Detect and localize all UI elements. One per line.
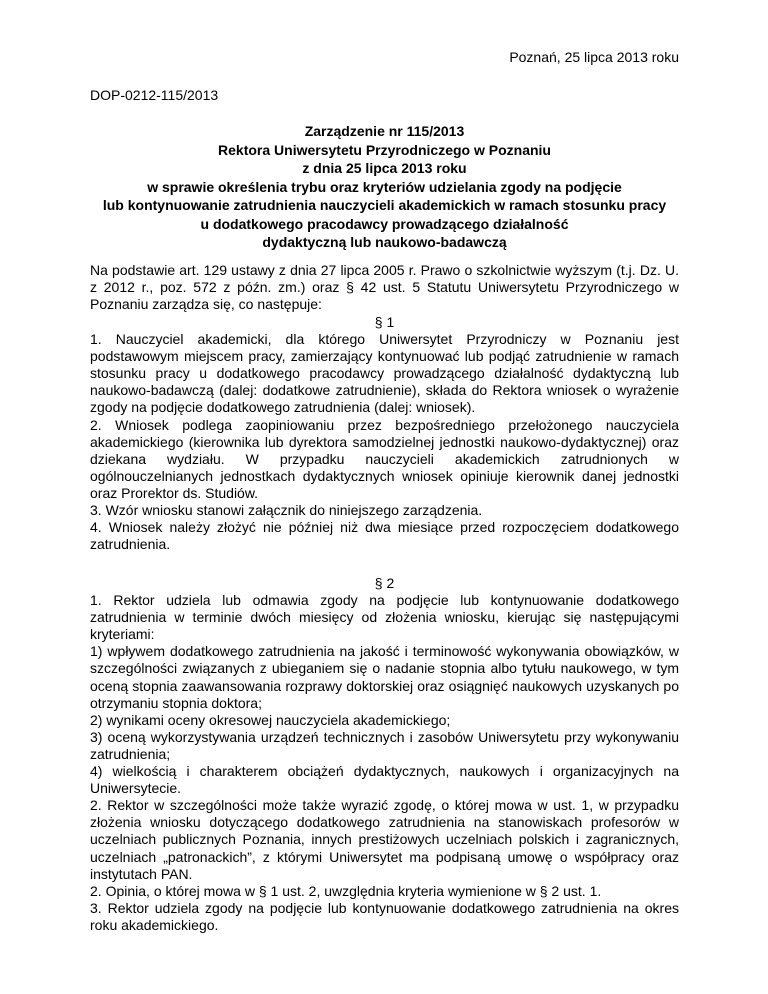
document-title (80, 122, 689, 252)
title-line: Zarządzenie nr 115/2013 (304, 123, 465, 139)
title-line: z dnia 25 lipca 2013 roku (302, 160, 467, 176)
document-reference-number: DOP-0212-115/2013 (90, 87, 219, 103)
paragraph: 1. Nauczyciel akademicki, dla którego Uniwersytet Przyrodniczy w Poznaniu jest podstawowym miejscem pracy, zamierzający kontynuować lub podjąć zatrudnienie w ramach stosunku pracy u dodatkowego pracodawcy prowadzącego działalność dydaktyczną lub naukowo-badawczą (dalej: dodatkowe zatrudnienie), składa do Rektora wniosek o wyrażenie zgody na podjęcie dodatkowego zatrudnienia (dalej: wniosek). (90, 331, 679, 416)
paragraph: 2. Wniosek podlega zaopiniowaniu przez bezpośredniego przełożonego nauczyciela akademickiego (kierownika lub dyrektora samodzielnej jednostki naukowo-dydaktycznej) oraz dziekana wydziału. W przypadku nauczycieli akademickich zatrudnionych w ogólnouczelnianych jednostkach dydaktycznych wniosek opiniuje kierownik danej jednostki oraz Prorektor ds. Studiów. (90, 416, 679, 501)
paragraph: 2. Rektor w szczególności może także wyrazić zgodę, o której mowa w ust. 1, w przypadku złożenia wniosku dotyczącego dodatkowego zatrudnienia na stanowiskach profesorów w uczelniach publicznych Poznania, innych prestiżowych uczelniach polskich i zagranicznych, uczelniach „patronackich”, z którymi Uniwersytet ma podpisaną umowę o współpracy oraz instytutach PAN. (90, 797, 679, 882)
title-line: w sprawie określenia trybu oraz kryteriów udzielania zgody na podjęcie (147, 178, 622, 195)
paragraph: 4. Wniosek należy złożyć nie później niż dwa miesiące przed rozpoczęciem dodatkowego zatrudnienia. (90, 519, 679, 553)
title-line: dydaktyczną lub naukowo-badawczą (262, 234, 507, 250)
section-1 (90, 314, 679, 553)
title-line: lub kontynuowanie zatrudnienia nauczycieli akademickich w ramach stosunku pracy (102, 197, 667, 213)
list-item: 4) wielkością i charakterem obciążeń dydaktycznych, naukowych i organizacyjnych na Uniwersytecie. (90, 763, 679, 797)
section-2 (90, 575, 679, 934)
paragraph: 3. Rektor udziela zgody na podjęcie lub kontynuowanie dodatkowego zatrudnienia na okres roku akademickiego. (90, 899, 679, 933)
paragraph: 3. Wzór wniosku stanowi załącznik do niniejszego zarządzenia. (90, 502, 483, 519)
section-heading: § 2 (374, 575, 395, 591)
list-item: 2) wynikami oceny okresowej nauczyciela akademickiego; (90, 711, 451, 728)
list-item: 1) wpływem dodatkowego zatrudnienia na jakość i terminowość wykonywania obowiązków, w szczególności związanych z ubieganiem się o nadanie stopnia albo tytułu naukowego, w tym oceną stopnia zaawansowania rozprawy doktorskiej oraz osiągnięć naukowych uzyskanych po otrzymaniu stopnia doktora; (90, 643, 679, 711)
list-item: 3) oceną wykorzystywania urządzeń technicznych i zasobów Uniwersytetu przy wykonywaniu zatrudnienia; (90, 728, 679, 762)
title-line: Rektora Uniwersytetu Przyrodniczego w Poznaniu (218, 141, 551, 158)
title-line: u dodatkowego pracodawcy prowadzącego działalność (200, 215, 569, 232)
paragraph: 2. Opinia, o której mowa w § 1 ust. 2, uwzględnia kryteria wymienione w § 2 ust. 1. (90, 882, 602, 899)
paragraph: 1. Rektor udziela lub odmawia zgody na podjęcie lub kontynuowanie dodatkowego zatrudnienia w terminie dwóch miesięcy od złożenia wniosku, kierując się następującymi kryteriami: (90, 592, 679, 643)
intro-paragraph: Na podstawie art. 129 ustawy z dnia 27 lipca 2005 r. Prawo o szkolnictwie wyższym (t.j. Dz. U. z 2012 r., poz. 572 z późn. zm.) oraz § 42 ust. 5 Statutu Uniwersytetu Przyrodniczego w Poznaniu zarządza się, co następuje: (90, 262, 679, 313)
document-date: Poznań, 25 lipca 2013 roku (509, 49, 679, 65)
section-heading: § 1 (374, 314, 395, 330)
intro-section (90, 262, 679, 313)
